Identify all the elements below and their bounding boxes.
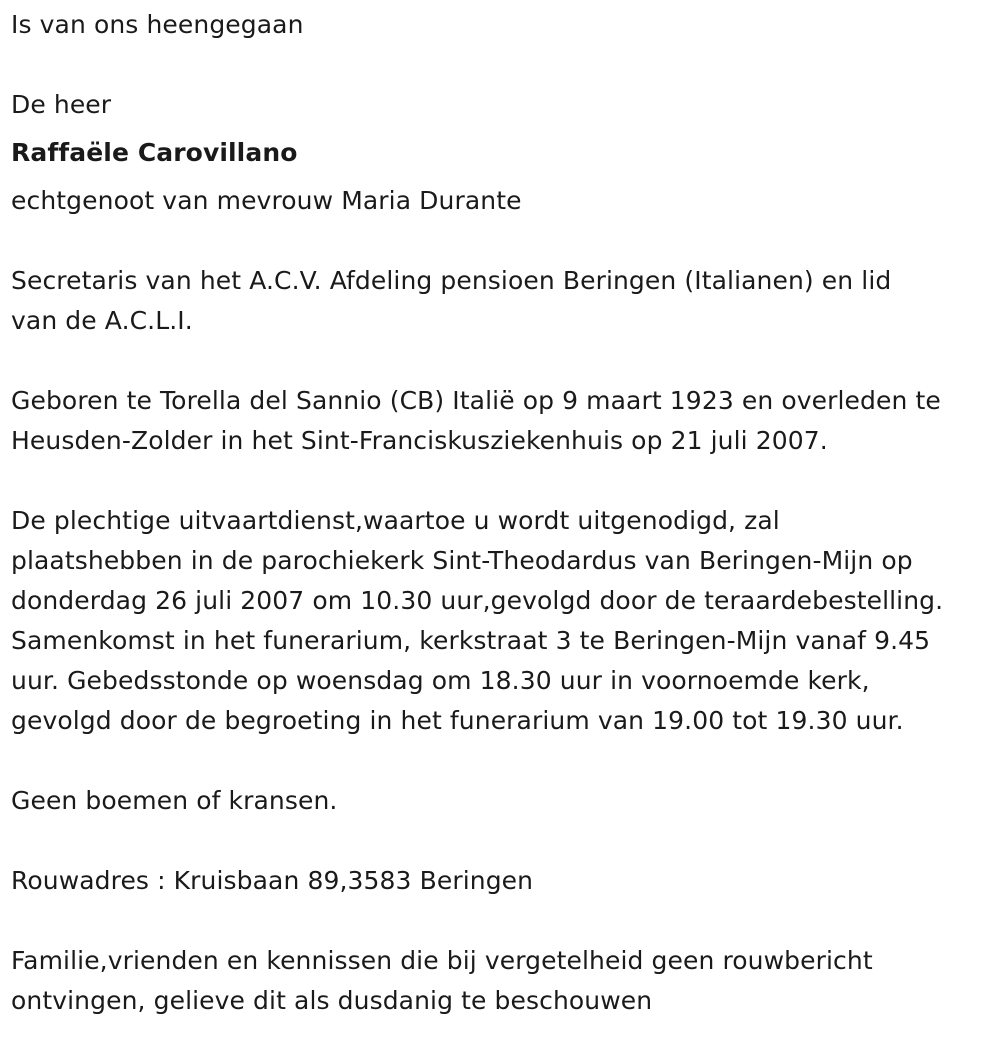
birth-death-line-1: Geboren te Torella del Sannio (CB) Italië op 9 maart 1923 en overleden te [11,386,941,415]
deceased-name: Raffaële Carovillano [11,138,298,167]
role-line-2: van de A.C.L.I. [11,306,193,335]
birth-death-line-2: Heusden-Zolder in het Sint-Franciskusziekenhuis op 21 juli 2007. [11,426,828,455]
service-line-1: De plechtige uitvaartdienst,waartoe u wordt uitgenodigd, zal [11,506,780,535]
closing-line-2: ontvingen, gelieve dit als dusdanig te beschouwen [11,986,653,1015]
service-line-4: Samenkomst in het funerarium, kerkstraat 3 te Beringen-Mijn vanaf 9.45 [11,626,931,655]
service-line-6: gevolgd door de begroeting in het funerarium van 19.00 tot 19.30 uur. [11,706,904,735]
salutation: De heer [11,90,112,119]
spouse-text: echtgenoot van mevrouw Maria Durante [11,186,522,215]
flowers-text: Geen boemen of kransen. [11,786,338,815]
address-text: Rouwadres : Kruisbaan 89,3583 Beringen [11,866,534,895]
role-line-1: Secretaris van het A.C.V. Afdeling pensioen Beringen (Italianen) en lid [11,266,892,295]
service-line-5: uur. Gebedsstonde op woensdag om 18.30 uur in voornoemde kerk, [11,666,870,695]
closing-line-1: Familie,vrienden en kennissen die bij vergetelheid geen rouwbericht [11,946,873,975]
intro-text: Is van ons heengegaan [11,10,304,39]
service-line-3: donderdag 26 juli 2007 om 10.30 uur,gevolgd door de teraardebestelling. [11,586,944,615]
service-line-2: plaatshebben in de parochiekerk Sint-Theodardus van Beringen-Mijn op [11,546,913,575]
